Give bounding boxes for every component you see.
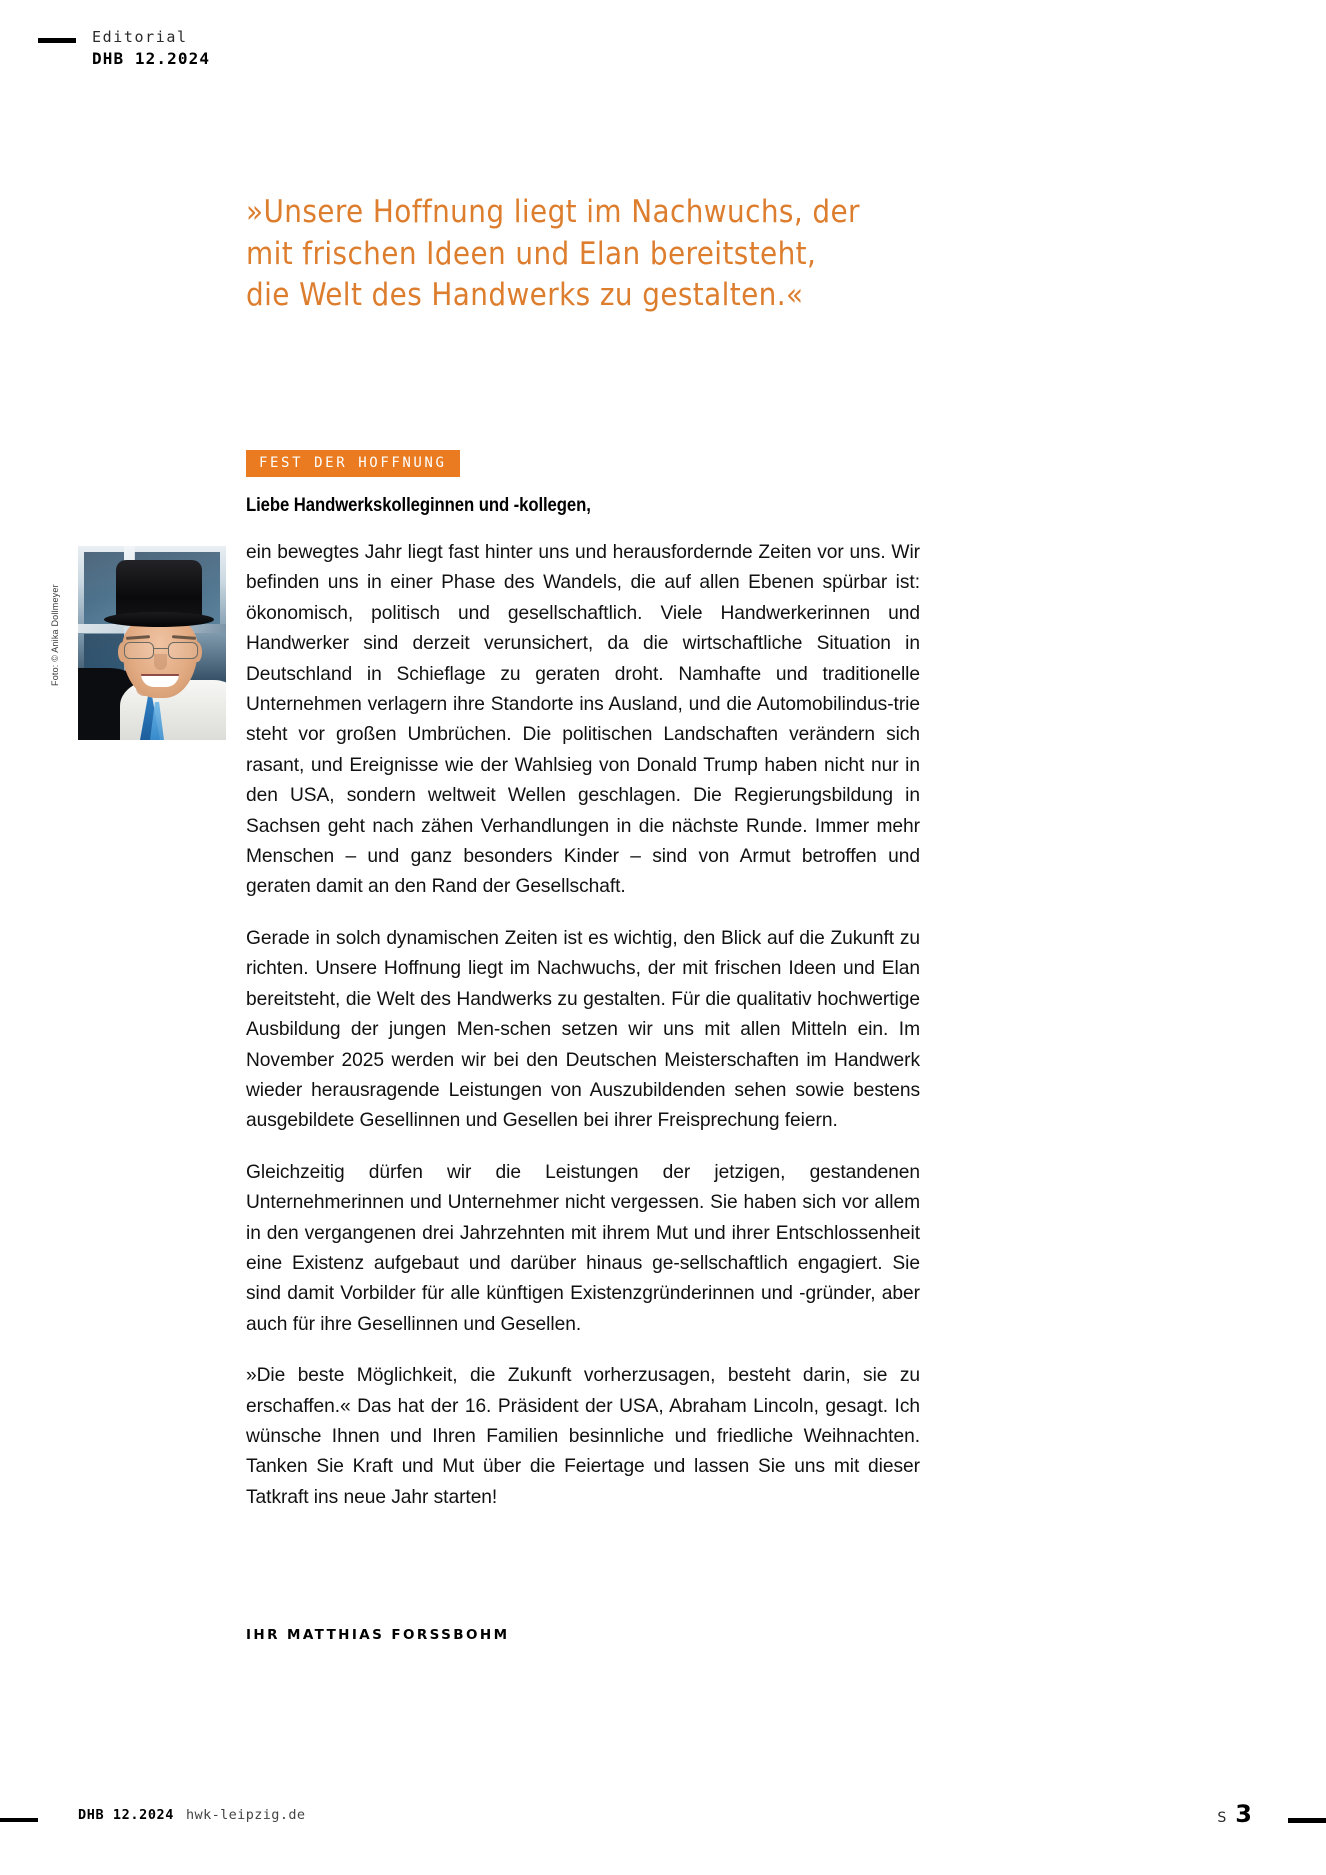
page-number: 3 <box>1235 1800 1252 1828</box>
header-text-group <box>92 28 210 71</box>
portrait-top-hat-brim <box>104 612 214 627</box>
glasses-lens-left <box>124 642 154 659</box>
page-prefix-label: S <box>1217 1810 1228 1826</box>
article-category-badge: FEST DER HOFFNUNG <box>246 450 460 477</box>
article-paragraph-1: ein bewegtes Jahr liegt fast hinter uns und herausfordernde Zeiten vor uns. Wir befinden uns in einer Phase des Wandels, die auf allen Ebenen spürbar ist: ökonomisch, politisch und gesellschaftlich. Viele Handwerkerinnen und Handwerker sind derzeit verunsichert, da die wirtschaftliche Situation in Deutschland in Schieflage zu geraten droht. Namhafte und traditionelle Unternehmen verlagern ihre Standorte ins Ausland, und die Automobilindus-​trie steht vor großen Umbrüchen. Die politischen Landschaften verändern sich rasant, und Ereignisse wie der Wahlsieg von Donald Trump haben nicht nur in den USA, sondern weltweit Wellen geschlagen. Die Regierungsbildung in Sachsen geht nach zähen Verhandlungen in die nächste Runde. Immer mehr Menschen – und ganz besonders Kinder – sind von Armut betroffen und geraten damit an den Rand der Gesellschaft. <box>246 542 920 898</box>
portrait-nose <box>154 654 167 670</box>
pull-quote-line-2: mit frischen Ideen und Elan bereitsteht, <box>246 235 817 272</box>
section-kicker: Editorial <box>92 28 188 46</box>
footer-issue-label: DHB 12.2024 <box>78 1807 175 1823</box>
page-header <box>0 28 1326 88</box>
footer-right-group <box>1217 1800 1252 1828</box>
glasses-bridge <box>153 648 169 649</box>
footer-website-link[interactable]: hwk-leipzig.de <box>186 1807 306 1823</box>
article-salutation: Liebe Handwerkskolleginnen und -kollegen, <box>246 495 591 516</box>
photo-credit: Foto: © Anika Dollmeyer <box>50 584 60 686</box>
article-paragraph-3: Gleichzeitig dürfen wir die Leistungen der jetzigen, gestandenen Unternehmerinnen und Unternehmer nicht vergessen. Sie haben sich vor allem in den vergangenen drei Jahrzehnten mit ihrem Mut und ihrer Entschlossenheit eine Existenz aufgebaut und darüber hinaus ge-​sellschaftlich engagiert. Sie sind damit Vorbilder für alle künftigen Existenzgründerinnen und -​gründer, aber auch für ihre Gesellinnen und Gesellen. <box>246 1161 920 1335</box>
pull-quote-line-1: »Unsere Hoffnung liegt im Nachwuchs, der <box>246 194 860 230</box>
article-paragraph-2: Gerade in solch dynamischen Zeiten ist es wichtig, den Blick auf die Zukunft zu richten. Unsere Hoffnung liegt im Nachwuchs, der mit frischen Ideen und Elan bereitsteht, die Welt des Handwerks zu gestalten. Für die qualitativ hochwertige Ausbildung der jungen Men-​schen setzen wir uns mit allen Mitteln ein. Im November 2025 werden wir bei den Deutschen Meisterschaften im Handwerk wieder herausragende Leistungen von Auszubildenden sehen sowie bestens ausgebildete Gesellinnen und Gesellen bei ihrer Freisprechung feiern. <box>246 927 920 1132</box>
footer-rule-left <box>0 1818 38 1822</box>
author-signature: IHR MATTHIAS FORSSBOHM <box>246 1627 510 1643</box>
glasses-lens-right <box>168 642 198 659</box>
article-paragraph-4: »Die beste Möglichkeit, die Zukunft vorherzusagen, besteht darin, sie zu erschaffen.« Das hat der 16. Präsident der USA, Abraham Lincoln, gesagt. Ich wünsche Ihnen und Ihren Familien besinnliche und friedliche Weihnachten. Tanken Sie Kraft und Mut über die Feiertage und lassen Sie uns mit dieser Tatkraft ins neue Jahr starten! <box>246 1365 920 1508</box>
footer-rule-right <box>1288 1818 1326 1823</box>
pull-quote-line-3: die Welt des Handwerks zu gestalten.« <box>246 277 804 313</box>
pull-quote <box>246 192 946 317</box>
issue-label: DHB 12.2024 <box>92 48 211 68</box>
author-photo-block <box>50 546 226 740</box>
author-portrait-image <box>78 546 226 740</box>
header-rule <box>38 38 76 43</box>
footer-left-group <box>78 1806 305 1824</box>
article-body <box>246 538 920 1513</box>
